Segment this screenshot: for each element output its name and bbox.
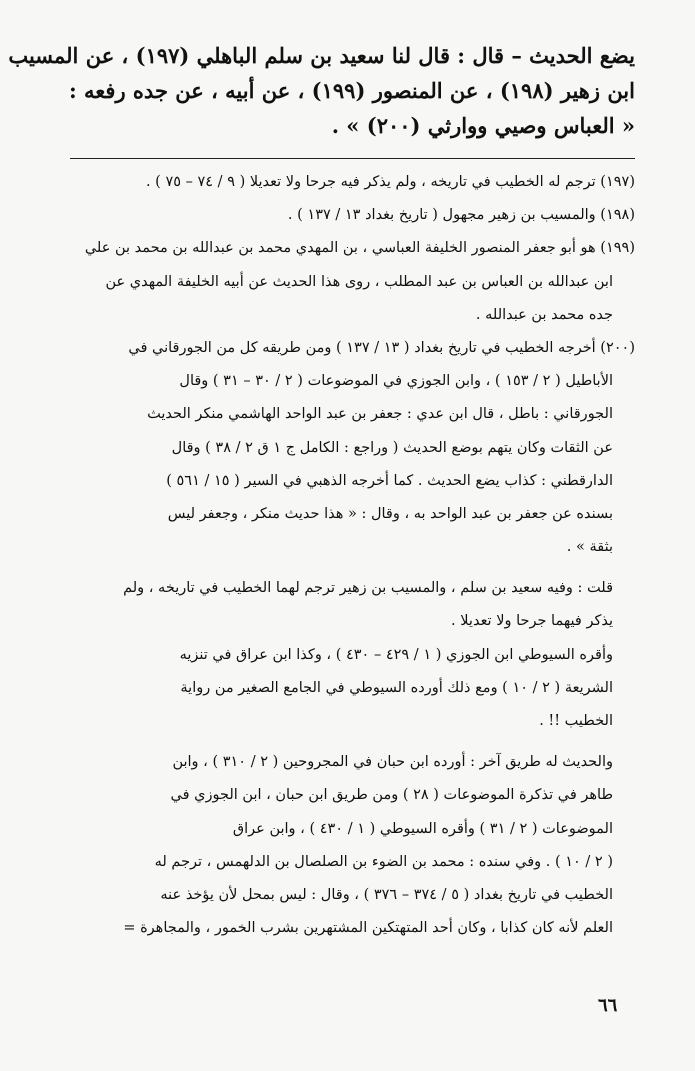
commentary-line: العلم لأنه كان كذابا ، وكان أحد المتهتكين المشتهرين بشرب الخمور ، والمجاهرة = (123, 920, 613, 937)
commentary-line: ( ٢ / ١٠ ) . وفي سنده : محمد بن الضوء بن الصلصال بن الدلهمس ، ترجم له (154, 853, 613, 870)
footnote-199-line: ابن عبدالله بن العباس بن عبد المطلب ، روى هذا الحديث عن أبيه الخليفة المهدي عن (105, 273, 613, 290)
footnote-200-line: الأباطيل ( ٢ / ١٥٣ ) ، وابن الجوزي في الموضوعات ( ٢ / ٣٠ – ٣١ ) وقال (179, 373, 613, 390)
commentary-line: والحديث له طريق آخر : أورده ابن حبان في المجروحين ( ٢ / ٣١٠ ) ، وابن (172, 754, 613, 771)
commentary-line: الموضوعات ( ٢ / ٣١ ) وأقره السيوطي ( ١ / ٤٣٠ ) ، وابن عراق (232, 820, 613, 837)
commentary-line: الشريعة ( ٢ / ١٠ ) ومع ذلك أورده السيوطي في الجامع الصغير من رواية (180, 679, 613, 696)
footnote-200-line: الدارقطني : كذاب يضع الحديث . كما أخرجه الذهبي في السير ( ١٥ / ٥٦١ ) (166, 472, 613, 489)
commentary-line: وأقره السيوطي ابن الجوزي ( ١ / ٤٢٩ – ٤٣٠ ) ، وكذا ابن عراق في تنزيه (179, 646, 613, 663)
hadith-line: « العباس وصيي ووارثي (٢٠٠) » . (331, 113, 635, 138)
commentary-line: قلت : وفيه سعيد بن سلم ، والمسيب بن زهير ترجم لهما الخطيب في تاريخه ، ولم (123, 580, 613, 597)
footnotes (70, 166, 635, 945)
footnote-200-line: عن الثقات وكان يتهم بوضع الحديث ( وراجع : الكامل ج ١ ق ٢ / ٣٨ ) وقال (171, 439, 613, 456)
footnote-199-line: جده محمد بن عبدالله . (475, 306, 613, 323)
page-number: ٦٦ (598, 995, 618, 1016)
commentary-line: طاهر في تذكرة الموضوعات ( ٢٨ ) ومن طريق ابن حبان ، ابن الجوزي في (170, 787, 613, 804)
footnote-divider (70, 158, 635, 159)
commentary-line: يذكر فيهما جرحا ولا تعديلا . (451, 613, 613, 630)
commentary-line: الخطيب في تاريخ بغداد ( ٥ / ٣٧٤ – ٣٧٦ ) ، وقال : ليس بمحل لأن يؤخذ عنه (160, 886, 613, 903)
footnote-200-line: الجورقاني : باطل ، قال ابن عدي : جعفر بن عبد الواحد الهاشمي منكر الحديث (147, 406, 613, 423)
footnote-199-line: (١٩٩) هو أبو جعفر المنصور الخليفة العباسي ، بن المهدي محمد بن عبدالله بن محمد بن علي (84, 240, 635, 257)
footnote-198: (١٩٨) والمسيب بن زهير مجهول ( تاريخ بغداد ١٣ / ١٣٧ ) . (287, 207, 635, 224)
footnote-200-line: (٢٠٠) أخرجه الخطيب في تاريخ بغداد ( ١٣ / ١٣٧ ) ومن طريقه كل من الجورقاني في (128, 339, 635, 356)
hadith-line: يضع الحديث – قال : قال لنا سعيد بن سلم الباهلي (١٩٧) ، عن المسيب (8, 43, 635, 68)
hadith-line: ابن زهير (١٩٨) ، عن المنصور (١٩٩) ، عن أبيه ، عن جده رفعه : (68, 78, 635, 103)
footnote-200-line: بسنده عن جعفر بن عبد الواحد به ، وقال : « هذا حديث منكر ، وجعفر ليس (167, 505, 613, 522)
footnote-197: (١٩٧) ترجم له الخطيب في تاريخه ، ولم يذكر فيه جرحا ولا تعديلا ( ٩ / ٧٤ – ٧٥ ) . (145, 174, 635, 190)
footnote-200-line: بثقة » . (566, 539, 613, 556)
hadith-text (8, 38, 635, 143)
commentary-line: الخطيب !! . (539, 713, 613, 729)
